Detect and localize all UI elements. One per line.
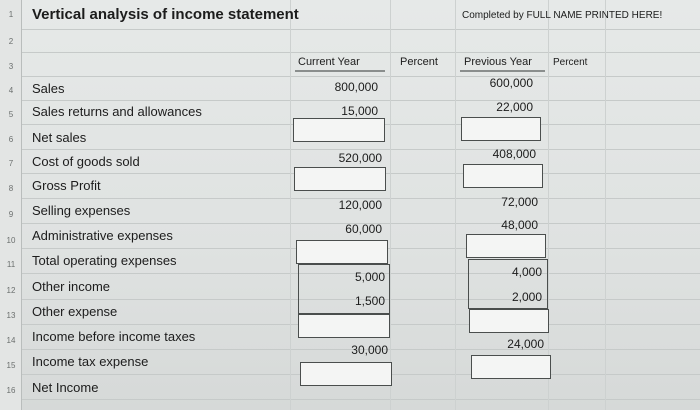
cell-current-tax[interactable]: 30,000 <box>351 343 388 357</box>
row-number[interactable]: 15 <box>6 361 16 370</box>
row-number[interactable]: 16 <box>6 386 16 395</box>
label-net-income: Net Income <box>32 380 99 395</box>
row-number[interactable]: 14 <box>6 336 16 345</box>
cell-previous-other-expense[interactable]: 2,000 <box>511 290 542 304</box>
answer-box-current-net-sales[interactable] <box>293 118 385 142</box>
grid-line <box>548 0 549 410</box>
label-selling-expenses: Selling expenses <box>32 203 131 218</box>
answer-box-current-total-opex[interactable] <box>296 240 388 264</box>
sheet-title: Vertical analysis of income statement <box>32 6 299 23</box>
grid-line <box>605 0 606 410</box>
row-number[interactable]: 12 <box>6 286 16 295</box>
cell-previous-returns[interactable]: 22,000 <box>496 100 533 114</box>
cell-previous-cogs[interactable]: 408,000 <box>492 147 536 161</box>
cell-current-cogs[interactable]: 520,000 <box>338 151 382 165</box>
cell-current-sales[interactable]: 800,000 <box>334 80 378 94</box>
label-cogs: Cost of goods sold <box>32 154 140 169</box>
header-percent-current: Percent <box>400 56 438 68</box>
row-number[interactable]: 5 <box>8 110 14 119</box>
grid-line <box>22 29 700 30</box>
cell-previous-sales[interactable]: 600,000 <box>489 76 533 90</box>
label-total-operating-expenses: Total operating expenses <box>32 253 177 268</box>
cell-previous-tax[interactable]: 24,000 <box>507 337 544 351</box>
header-percent-previous: Percent <box>553 57 588 68</box>
row-number[interactable]: 6 <box>8 135 14 144</box>
header-current-year: Current Year <box>298 56 360 68</box>
grid-line <box>390 0 391 410</box>
cell-previous-selling[interactable]: 72,000 <box>501 195 538 209</box>
row-number[interactable]: 2 <box>8 37 14 46</box>
answer-box-current-net-income[interactable] <box>300 362 392 386</box>
grid-line <box>22 52 700 53</box>
cell-current-other-expense[interactable]: 1,500 <box>354 294 385 308</box>
answer-box-current-other[interactable] <box>298 264 390 314</box>
label-other-expense: Other expense <box>32 304 118 319</box>
header-previous-year: Previous Year <box>464 56 532 68</box>
cell-current-returns[interactable]: 15,000 <box>341 104 378 118</box>
answer-box-previous-other[interactable] <box>468 259 548 309</box>
row-number[interactable]: 13 <box>6 311 16 320</box>
cell-current-selling[interactable]: 120,000 <box>338 198 382 212</box>
grid-line <box>22 100 700 101</box>
label-gross-profit: Gross Profit <box>32 178 101 193</box>
answer-box-previous-gross-profit[interactable] <box>463 164 543 188</box>
row-number[interactable]: 7 <box>8 159 14 168</box>
answer-box-current-gross-profit[interactable] <box>294 167 386 191</box>
header-underline <box>295 70 385 72</box>
label-net-sales: Net sales <box>32 130 87 145</box>
row-number[interactable]: 9 <box>8 210 14 219</box>
label-admin-expenses: Administrative expenses <box>32 228 173 243</box>
answer-box-previous-net-income[interactable] <box>471 355 551 379</box>
label-other-income: Other income <box>32 279 111 294</box>
grid-line <box>290 0 291 410</box>
cell-previous-other-income[interactable]: 4,000 <box>511 265 542 279</box>
label-sales: Sales <box>32 81 65 96</box>
answer-box-previous-net-sales[interactable] <box>461 117 541 141</box>
row-number[interactable]: 11 <box>6 260 16 269</box>
answer-box-previous-total-opex[interactable] <box>466 234 546 258</box>
row-number[interactable]: 10 <box>6 236 16 245</box>
cell-previous-admin[interactable]: 48,000 <box>501 218 538 232</box>
grid-line <box>22 399 700 400</box>
grid-line <box>455 0 456 410</box>
cell-current-admin[interactable]: 60,000 <box>345 222 382 236</box>
row-number[interactable]: 4 <box>8 86 14 95</box>
header-underline <box>460 70 545 72</box>
row-number[interactable]: 8 <box>8 184 14 193</box>
row-number[interactable]: 3 <box>8 62 14 71</box>
label-income-before-taxes: Income before income taxes <box>32 329 196 344</box>
label-income-tax-expense: Income tax expense <box>32 354 149 369</box>
answer-box-previous-income-before-taxes[interactable] <box>469 309 549 333</box>
completed-by-note: Completed by FULL NAME PRINTED HERE! <box>462 10 663 21</box>
label-sales-returns: Sales returns and allowances <box>32 104 202 119</box>
row-number[interactable]: 1 <box>8 10 14 19</box>
answer-box-current-income-before-taxes[interactable] <box>298 314 390 338</box>
grid-line <box>22 149 700 150</box>
grid-line <box>22 76 700 77</box>
cell-current-other-income[interactable]: 5,000 <box>354 270 385 284</box>
